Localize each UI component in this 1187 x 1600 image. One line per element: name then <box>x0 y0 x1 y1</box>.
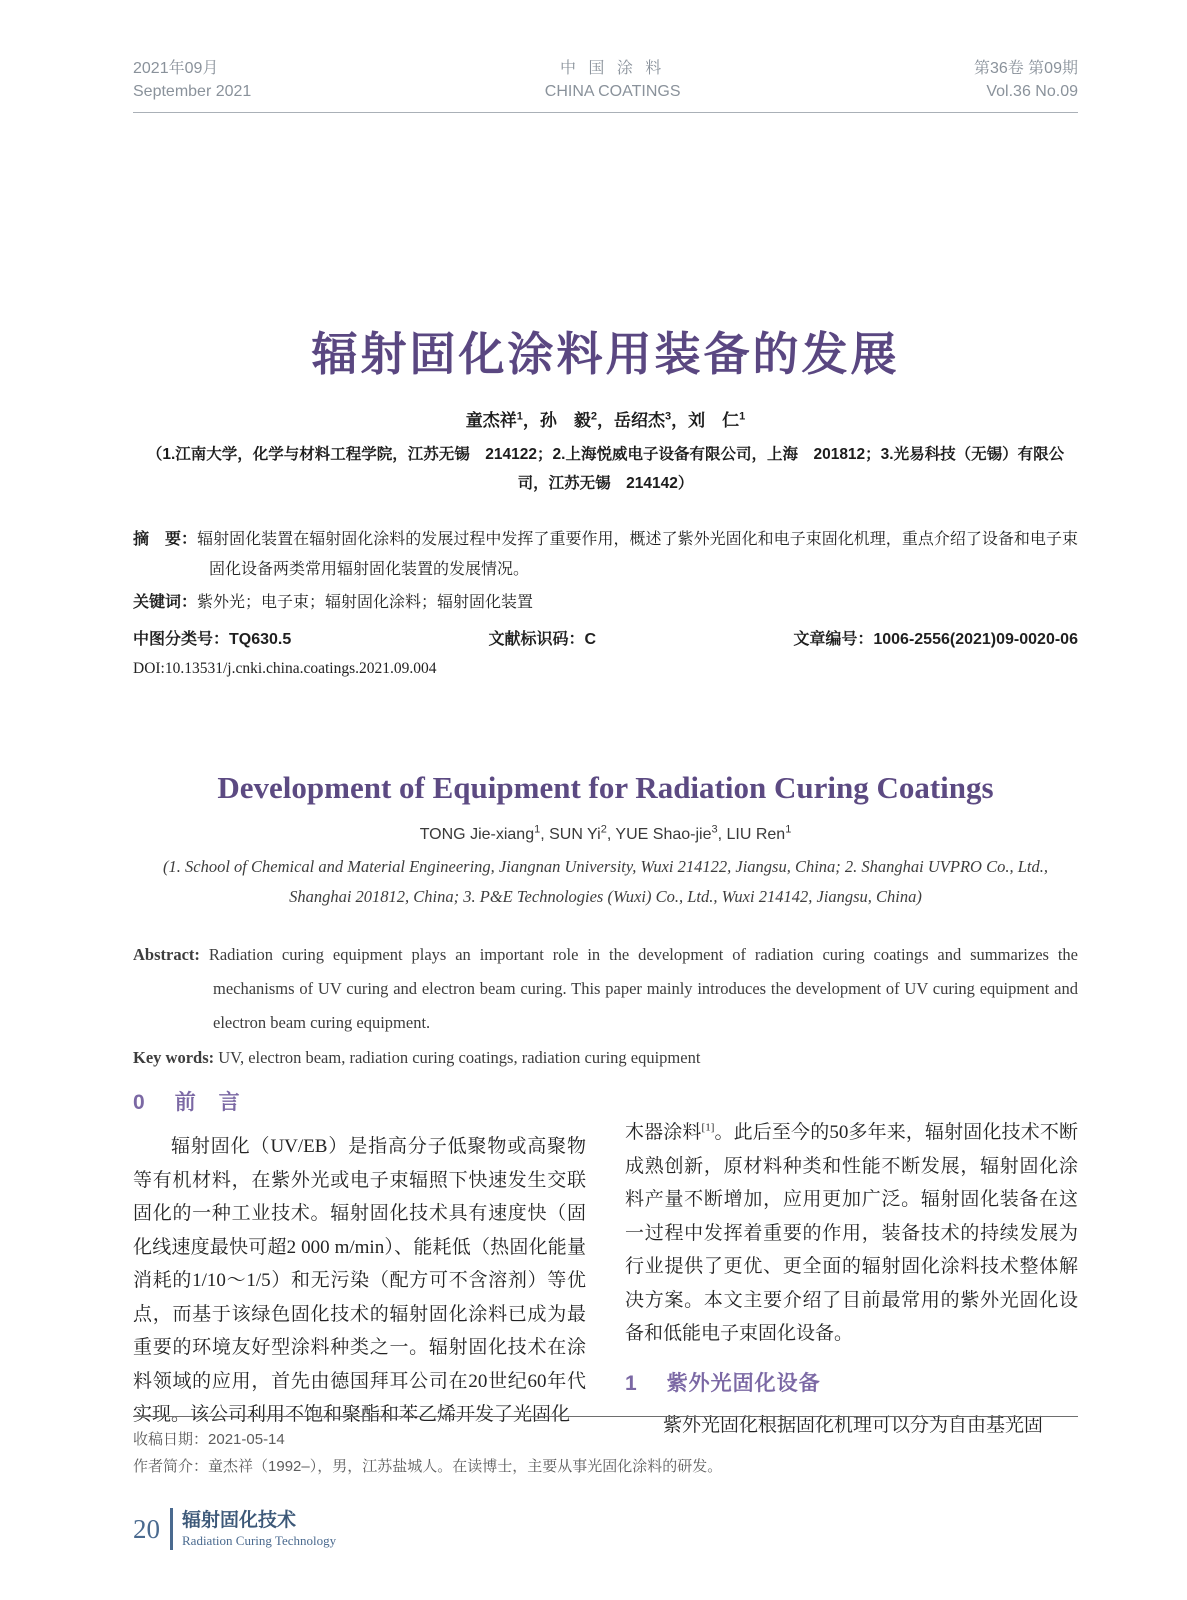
article-title-cn: 辐射固化涂料用装备的发展 <box>311 328 900 380</box>
keywords-en <box>133 1043 1078 1073</box>
document-code: 文献标识码：C <box>488 631 597 648</box>
section-title: 紫外光固化设备 <box>666 1371 821 1395</box>
section1-paragraph: 紫外光固化根据固化机理可以分为自由基光固 <box>663 1414 1044 1436</box>
author-bio: 童杰祥（1992–），男，江苏盐城人。在读博士，主要从事光固化涂料的研发。 <box>208 1458 723 1475</box>
abstract-en-label: Abstract: <box>133 945 200 964</box>
journal-name-cn: 中 国 涂 料 <box>559 60 666 77</box>
page-footer <box>133 1508 336 1550</box>
header-date-cn: 2021年09月 <box>133 60 219 77</box>
article-title-en: Development of Equipment for Radiation Curing Coatings <box>217 770 994 805</box>
reference-marker: [1] <box>701 1121 715 1134</box>
header-journal-name <box>545 57 681 103</box>
abstract-cn-text: 辐射固化装置在辐射固化涂料的发展过程中发挥了重要作用，概述了紫外光固化和电子束固化机理，重点介绍了设备和电子束固化设备两类常用辐射固化装置的发展情况。 <box>197 531 1078 578</box>
abstract-cn-label: 摘 要： <box>133 531 198 548</box>
author-en: SUN Yi$^2$, <box>549 823 616 843</box>
author-bio-line <box>133 1453 1078 1480</box>
author-en: TONG Jie-xiang$^1$, <box>419 823 550 843</box>
received-date: 2021-05-14 <box>208 1431 285 1448</box>
header-issue-cn: 第36卷 第09期 <box>973 60 1078 77</box>
keywords-cn-text: 紫外光；电子束；辐射固化涂料；辐射固化装置 <box>197 594 534 611</box>
author-bio-label: 作者简介： <box>133 1458 209 1475</box>
abstract-cn <box>133 525 1078 585</box>
header-issue-en: Vol.36 No.09 <box>986 83 1078 100</box>
body-column-right <box>625 1086 1078 1442</box>
section-title: 前 言 <box>174 1091 241 1114</box>
section-number: 0 <box>133 1091 145 1114</box>
body-columns <box>133 1086 1078 1442</box>
keywords-cn-label: 关键词： <box>133 594 198 611</box>
abstract-en <box>133 938 1078 1040</box>
received-date-label: 收稿日期： <box>133 1431 209 1448</box>
page-content <box>133 0 1078 1073</box>
footnote <box>133 1416 1078 1480</box>
footer-column-cn: 辐射固化技术 <box>182 1509 297 1531</box>
footer-column-title <box>182 1510 336 1549</box>
doi: DOI:10.13531/j.cnki.china.coatings.2021.09.004 <box>133 660 437 677</box>
keywords-cn <box>133 588 1078 618</box>
received-date-line <box>133 1426 1078 1453</box>
author-cn: 童杰祥$^1$， <box>465 410 540 430</box>
header-issue <box>974 57 1078 103</box>
section-heading-1 <box>625 1367 1078 1397</box>
keywords-en-label: Key words: <box>133 1048 215 1067</box>
intro-paragraph-left: 辐射固化（UV/EB）是指高分子低聚物或高聚物等有机材料，在紫外光或电子束辐照下快速发生交联固化的一种工业技术。辐射固化技术具有速度快（固化线速度最快可超2 000 m/min）、能耗低（热固化能量消耗的1/10～1/5）和无污染（配方可不含溶剂）等优点，而基于该绿色固化技术的辐射固化涂料已成为最重要的环境友好型涂料种类之一。辐射固化技术在涂料领域的应用，首先由德国拜耳公司在20世纪60年代实现。该公司利用不饱和聚酯和苯乙烯开发了光固化 <box>133 1136 586 1425</box>
header-date <box>133 57 251 103</box>
author-cn: 刘 仁$^1$ <box>688 410 746 430</box>
footer-column-en: Radiation Curing Technology <box>182 1532 337 1548</box>
journal-header <box>133 0 1078 113</box>
author-en: YUE Shao-jie$^3$, <box>615 823 727 843</box>
header-date-en: September 2021 <box>133 83 252 100</box>
abstract-en-text: Radiation curing equipment plays an important role in the development of radiation curing coatings and summarizes the mechanisms of UV curing and electron beam curing. This paper mainly introduces the development of UV curing equipment and electron beam curing equipment. <box>208 945 1078 1032</box>
affiliation-cn: （1.江南大学，化学与材料工程学院，江苏无锡 214122；2.上海悦威电子设备有限公司，上海 201812；3.光易科技（无锡）有限公司，江苏无锡 214142） <box>146 446 1065 492</box>
affiliation-en: (1. School of Chemical and Material Engineering, Jiangnan University, Wuxi 214122, Jiangsu, China; 2. Shanghai UVPRO Co., Ltd., Shanghai 201812, China; 3. P&E Technologies (Wuxi) Co., Ltd., Wuxi 214142, Jiangsu, China) <box>163 857 1048 906</box>
article-id: 文章编号：1006-2556(2021)09-0020-06 <box>793 631 1078 648</box>
footer-divider-bar <box>170 1508 173 1550</box>
author-cn: 岳绍杰$^3$， <box>614 410 689 430</box>
section-number: 1 <box>625 1371 637 1395</box>
keywords-en-text: UV, electron beam, radiation curing coatings, radiation curing equipment <box>218 1048 701 1067</box>
body-column-left <box>133 1086 586 1442</box>
author-en: LIU Ren$^1$ <box>726 823 792 843</box>
meta-row <box>133 626 1078 649</box>
intro-paragraph-right: 木器涂料[1]。此后至今的50多年来，辐射固化技术不断成熟创新，原材料种类和性能不断发展，辐射固化涂料产量不断增加，应用更加广泛。辐射固化装备在这一过程中发挥着重要的作用，装备技术的持续发展为行业提供了更优、更全面的辐射固化涂料技术整体解决方案。本文主要介绍了目前最常用的紫外光固化设备和低能电子束固化设备。 <box>625 1121 1078 1344</box>
authors-en <box>133 823 1078 844</box>
section-heading-0 <box>133 1086 586 1116</box>
page-number: 20 <box>133 1513 160 1544</box>
author-cn: 孙 毅$^2$， <box>539 410 614 430</box>
clc-number: 中图分类号：TQ630.5 <box>133 631 292 648</box>
journal-name-en: CHINA COATINGS <box>544 83 681 100</box>
authors-cn <box>133 406 1078 431</box>
